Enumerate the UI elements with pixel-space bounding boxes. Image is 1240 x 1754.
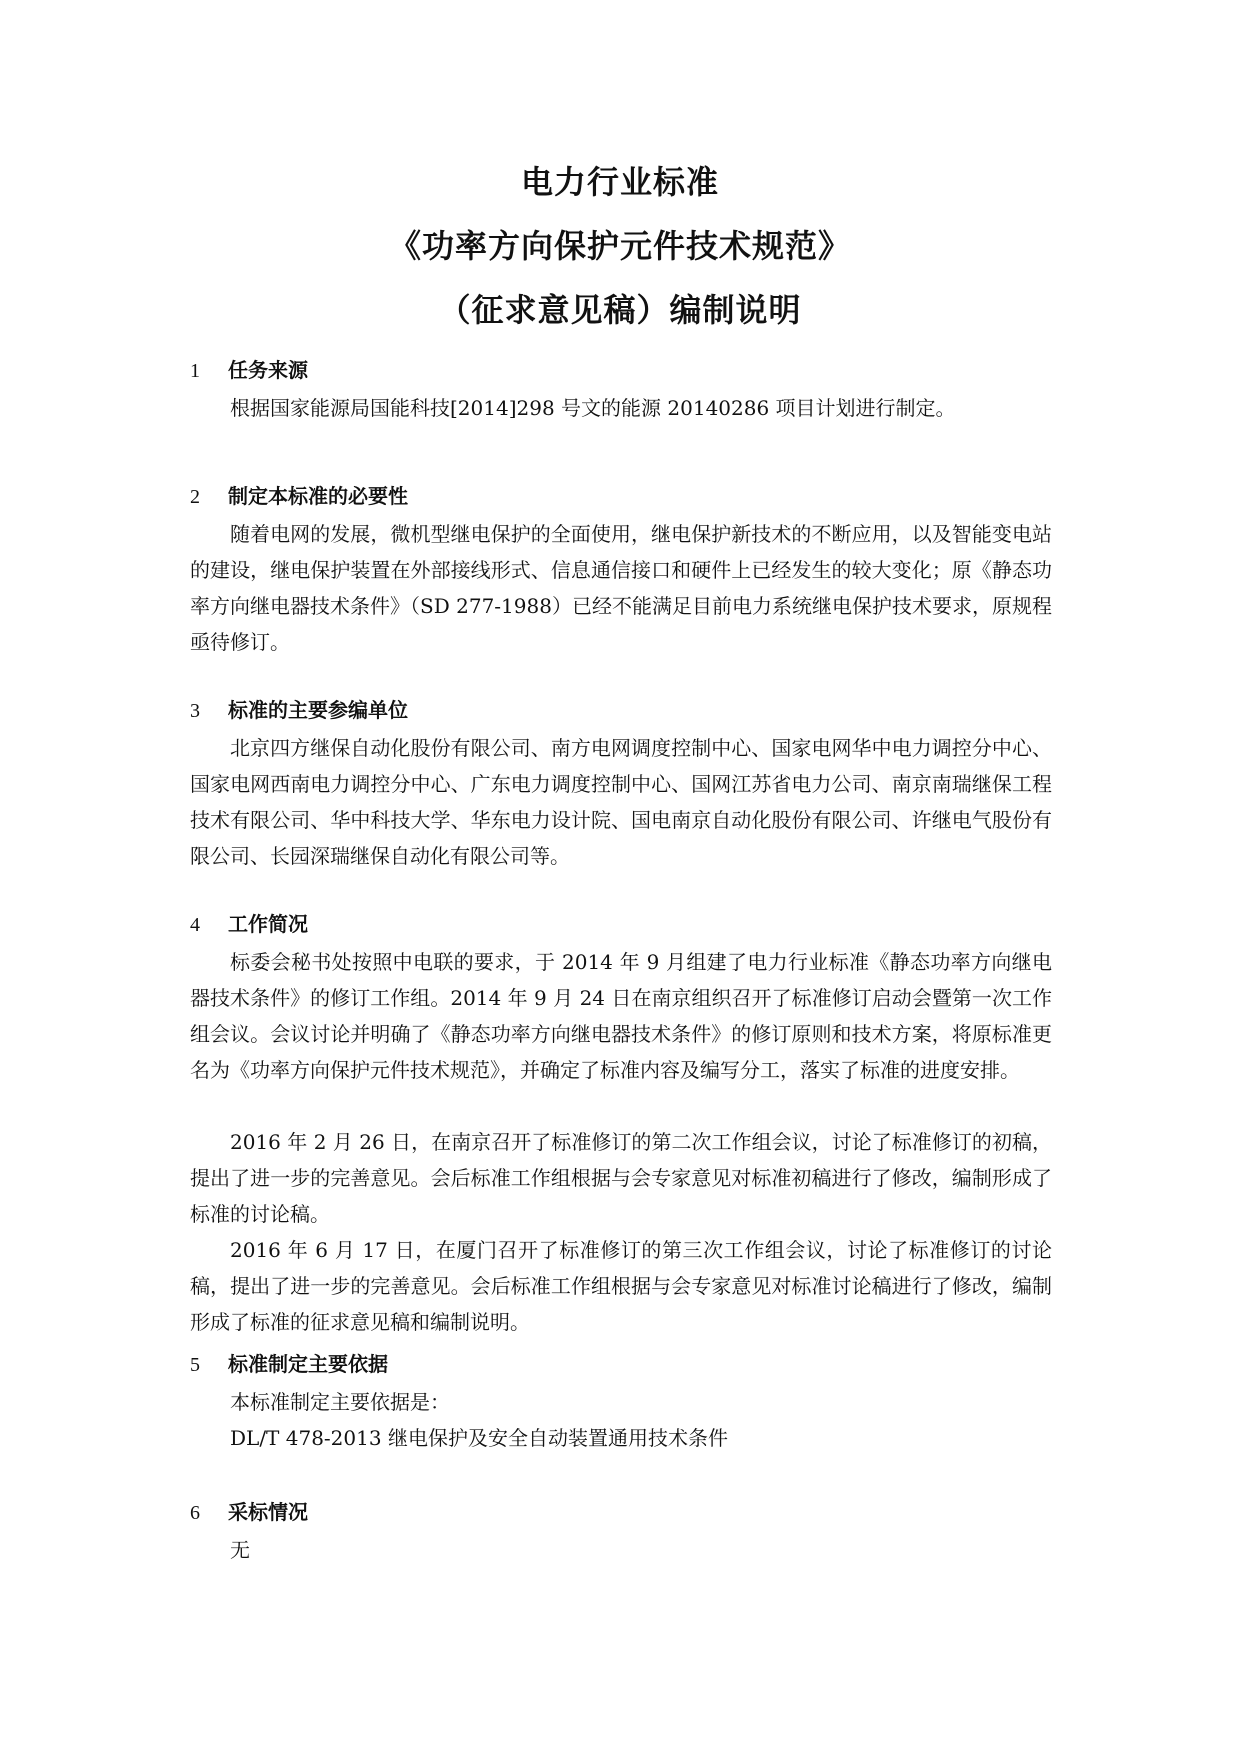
section-6-heading bbox=[190, 1498, 308, 1527]
section-title: 制定本标准的必要性 bbox=[228, 484, 408, 508]
section-title: 标准制定主要依据 bbox=[228, 1352, 388, 1376]
section-2-heading bbox=[190, 482, 408, 511]
document-title-line-1: 电力行业标准 bbox=[520, 163, 719, 201]
section-number: 6 bbox=[190, 1502, 200, 1524]
section-number: 3 bbox=[190, 700, 200, 722]
section-5-paragraph-1: 本标准制定主要依据是： bbox=[230, 1390, 450, 1414]
section-3-heading bbox=[190, 696, 408, 725]
document-title-line-3: （征求意见稿）编制说明 bbox=[438, 291, 802, 329]
section-5-heading bbox=[190, 1350, 388, 1379]
section-title: 任务来源 bbox=[228, 358, 308, 382]
section-3-paragraph-1: 北京四方继保自动化股份有限公司、南方电网调度控制中心、国家电网华中电力调控分中心、国家电网西南电力调控分中心、广东电力调度控制中心、国网江苏省电力公司、南京南瑞继保工程技术有限公司、华中科技大学、华东电力设计院、国电南京自动化股份有限公司、许继电气股份有限公司、长园深瑞继保自动化有限公司等。 bbox=[190, 736, 1052, 868]
section-5-reference: DL/T 478-2013 继电保护及安全自动装置通用技术条件 bbox=[230, 1426, 728, 1450]
section-4-paragraph-1: 标委会秘书处按照中电联的要求，于 2014 年 9 月组建了电力行业标准《静态功率方向继电器技术条件》的修订工作组。2014 年 9 月 24 日在南京组织召开了标准修订启动会暨第一次工作组会议。会议讨论并明确了《静态功率方向继电器技术条件》的修订原则和技术方案，将原标准更名为《功率方向保护元件技术规范》，并确定了标准内容及编写分工，落实了标准的进度安排。 bbox=[190, 950, 1052, 1082]
section-title: 标准的主要参编单位 bbox=[228, 698, 408, 722]
section-1-paragraph-1: 根据国家能源局国能科技[2014]298 号文的能源 20140286 项目计划进行制定。 bbox=[230, 396, 956, 420]
section-4-paragraph-2: 2016 年 2 月 26 日，在南京召开了标准修订的第二次工作组会议，讨论了标准修订的初稿，提出了进一步的完善意见。会后标准工作组根据与会专家意见对标准初稿进行了修改，编制形成了标准的讨论稿。 bbox=[190, 1130, 1052, 1226]
section-2-paragraph-1: 随着电网的发展，微机型继电保护的全面使用，继电保护新技术的不断应用，以及智能变电站的建设，继电保护装置在外部接线形式、信息通信接口和硬件上已经发生的较大变化；原《静态功率方向继电器技术条件》（SD 277-1988）已经不能满足目前电力系统继电保护技术要求，原规程亟待修订。 bbox=[190, 522, 1052, 654]
section-number: 5 bbox=[190, 1354, 200, 1376]
section-number: 1 bbox=[190, 360, 200, 382]
document-title-line-2: 《功率方向保护元件技术规范》 bbox=[388, 227, 851, 265]
section-number: 2 bbox=[190, 486, 200, 508]
section-title: 工作简况 bbox=[228, 912, 308, 936]
section-4-heading bbox=[190, 910, 308, 939]
section-6-paragraph-1: 无 bbox=[230, 1538, 250, 1562]
section-number: 4 bbox=[190, 914, 200, 936]
section-title: 采标情况 bbox=[228, 1500, 308, 1524]
section-1-heading bbox=[190, 356, 308, 385]
section-4-paragraph-3: 2016 年 6 月 17 日，在厦门召开了标准修订的第三次工作组会议，讨论了标准修订的讨论稿，提出了进一步的完善意见。会后标准工作组根据与会专家意见对标准讨论稿进行了修改，编制形成了标准的征求意见稿和编制说明。 bbox=[190, 1238, 1052, 1334]
